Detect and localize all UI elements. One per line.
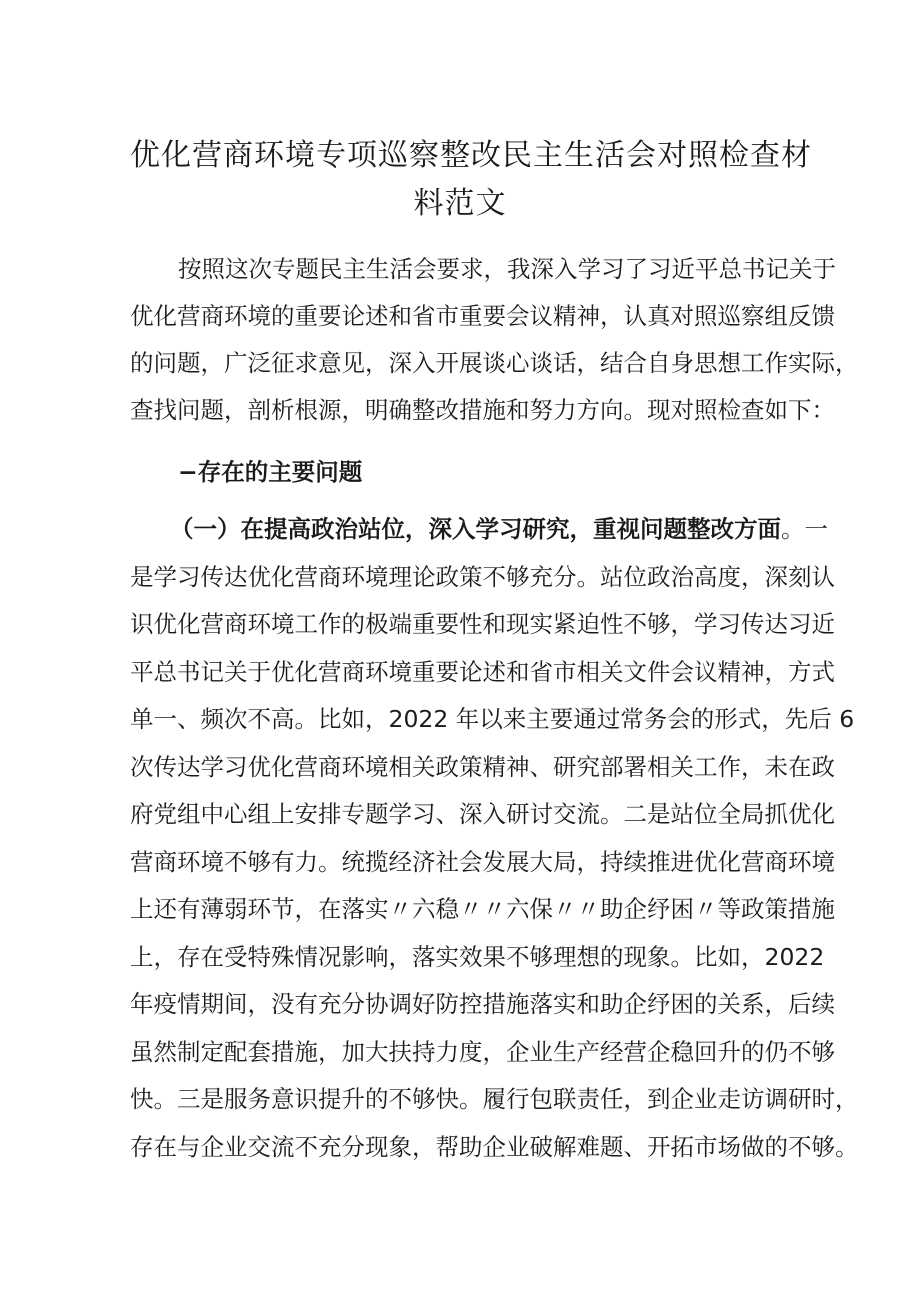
intro-line-1: 按照这次专题民主生活会要求，我深入学习了习近平总书记关于 (178, 255, 836, 283)
body-line-4: 单一、频次不高。比如，2022 年以来主要通过常务会的形式，先后 6 (130, 705, 855, 733)
intro-line-4: 查找问题，剖析根源，明确整改措施和努力方向。现对照检查如下： (130, 396, 835, 424)
sub-heading-line (170, 512, 828, 546)
section-heading: −存在的主要问题 (178, 458, 363, 486)
body-line-2: 识优化营商环境工作的极端重要性和现实紧迫性不够，学习传达习近 (130, 610, 835, 638)
sub-heading-tail: 。一 (781, 515, 828, 543)
body-line-12: 快。三是服务意识提升的不够快。履行包联责任，到企业走访调研时， (130, 1085, 859, 1113)
body-line-13: 存在与企业交流不充分现象，帮助企业破解难题、开拓市场做的不够。 (130, 1133, 859, 1161)
intro-line-2: 优化营商环境的重要论述和省市重要会议精神，认真对照巡察组反馈 (130, 302, 835, 330)
body-line-6: 府党组中心组上安排专题学习、深入研讨交流。二是站位全局抓优化 (130, 800, 835, 828)
body-line-10: 年疫情期间，没有充分协调好防控措施落实和助企纾困的关系，后续 (130, 990, 835, 1018)
sub-heading: （一）在提高政治站位，深入学习研究，重视问题整改方面 (170, 515, 781, 543)
body-line-1: 是学习传达优化营商环境理论政策不够充分。站位政治高度，深刻认 (130, 563, 835, 591)
body-line-8: 上还有薄弱环节，在落实〃六稳〃〃六保〃〃助企纾困〃等政策措施 (130, 895, 835, 923)
body-line-7: 营商环境不够有力。统揽经济社会发展大局，持续推进优化营商环境 (130, 848, 835, 876)
body-line-11: 虽然制定配套措施，加大扶持力度，企业生产经营企稳回升的仍不够 (130, 1038, 835, 1066)
body-line-9: 上，存在受特殊情况影响，落实效果不够理想的现象。比如，2022 (130, 943, 825, 971)
title-line-2: 料范文 (413, 186, 507, 221)
title-line-1: 优化营商环境专项巡察整改民主生活会对照检查材 (130, 138, 812, 173)
intro-line-3: 的问题，广泛征求意见，深入开展谈心谈话，结合自身思想工作实际， (130, 349, 859, 377)
document-title (130, 132, 812, 228)
body-line-3: 平总书记关于优化营商环境重要论述和省市相关文件会议精神，方式 (130, 658, 835, 686)
body-line-5: 次传达学习优化营商环境相关政策精神、研究部署相关工作，未在政 (130, 753, 835, 781)
